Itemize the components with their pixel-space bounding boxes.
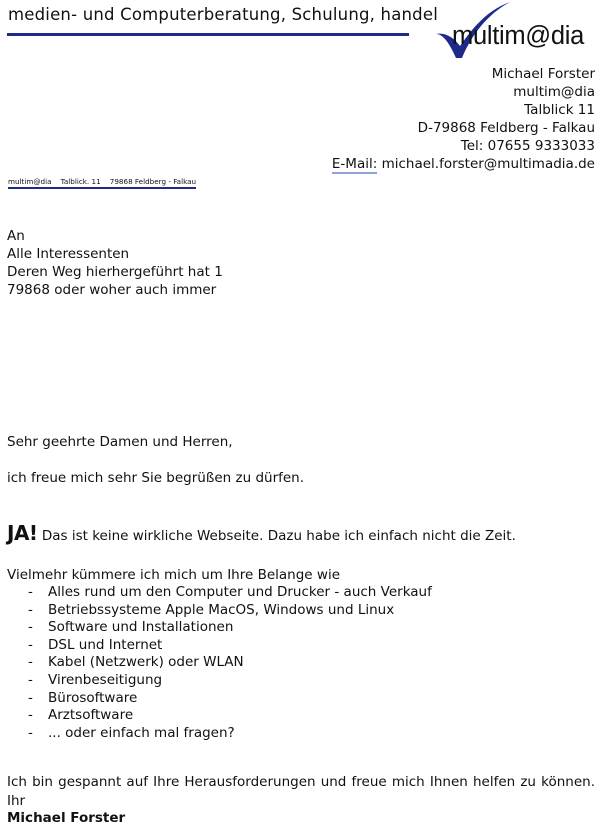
ja-text: Das ist keine wirkliche Webseite. Dazu habe ich einfach nicht die Zeit. bbox=[41, 528, 516, 544]
ja-statement bbox=[7, 521, 516, 545]
bullet-dash: - bbox=[28, 584, 33, 600]
recipient-block bbox=[7, 227, 223, 299]
bullet-dash: - bbox=[28, 619, 33, 636]
company-logo bbox=[432, 0, 600, 64]
list-item: - Betriebssysteme Apple MacOS, Windows und Linux bbox=[28, 601, 395, 618]
list-item: - Software und Installationen bbox=[28, 619, 234, 636]
bullet-dash: - bbox=[28, 724, 33, 741]
greeting-text: ich freue mich sehr Sie begrüßen zu dürfen. bbox=[7, 470, 305, 486]
recipient-line: 79868 oder woher auch immer bbox=[7, 282, 217, 298]
logo-text: multim@dia bbox=[452, 22, 584, 50]
recipient-line: Alle Interessenten bbox=[7, 246, 130, 262]
list-item: - Kabel (Netzwerk) oder WLAN bbox=[28, 654, 244, 671]
recipient-line: Deren Weg hierhergeführt hat 1 bbox=[7, 264, 223, 280]
header-rule bbox=[7, 33, 409, 36]
salutation: Sehr geehrte Damen und Herren, bbox=[7, 434, 233, 450]
closing-ihr: Ihr bbox=[7, 793, 26, 809]
bullet-dash: - bbox=[28, 707, 33, 724]
list-item: - Arztsoftware bbox=[28, 707, 134, 724]
sender-city: D-79868 Feldberg - Falkau bbox=[417, 120, 595, 136]
list-item: - DSL und Internet bbox=[28, 636, 163, 653]
bullet-dash: - bbox=[28, 601, 33, 618]
ja-emphasis: JA! bbox=[7, 521, 38, 545]
services-intro: Vielmehr kümmere ich mich um Ihre Belange wie bbox=[7, 567, 341, 583]
sender-company: multim@dia bbox=[513, 84, 595, 100]
return-address-line: multim@dia Talblick. 11 79868 Feldberg - Falkau bbox=[8, 177, 196, 189]
services-list bbox=[7, 584, 432, 742]
recipient-line: An bbox=[7, 228, 25, 244]
email-link[interactable]: michael.forster@multimadia.de bbox=[381, 156, 595, 172]
bullet-dash: - bbox=[28, 654, 33, 671]
sender-email-line bbox=[332, 155, 595, 173]
sender-name: Michael Forster bbox=[491, 66, 595, 82]
list-item: - Alles rund um den Computer und Drucker - auch Verkauf bbox=[28, 584, 432, 600]
list-item: - Bürosoftware bbox=[28, 689, 138, 706]
email-label: E-Mail: bbox=[331, 156, 378, 172]
sender-phone: Tel: 07655 9333033 bbox=[460, 138, 595, 154]
bullet-dash: - bbox=[28, 636, 33, 653]
header-tagline: medien- und Computerberatung, Schulung, handel bbox=[8, 5, 438, 24]
list-item: - ... oder einfach mal fragen? bbox=[28, 724, 235, 741]
closing-text: Ich bin gespannt auf Ihre Herausforderungen und freue mich Ihnen helfen zu können. bbox=[7, 774, 595, 790]
sender-street: Talblick 11 bbox=[524, 102, 595, 118]
bullet-dash: - bbox=[28, 671, 33, 688]
bullet-dash: - bbox=[28, 689, 33, 706]
signature-name: Michael Forster bbox=[7, 810, 126, 826]
sender-address bbox=[332, 65, 595, 173]
list-item: - Virenbeseitigung bbox=[28, 671, 163, 688]
